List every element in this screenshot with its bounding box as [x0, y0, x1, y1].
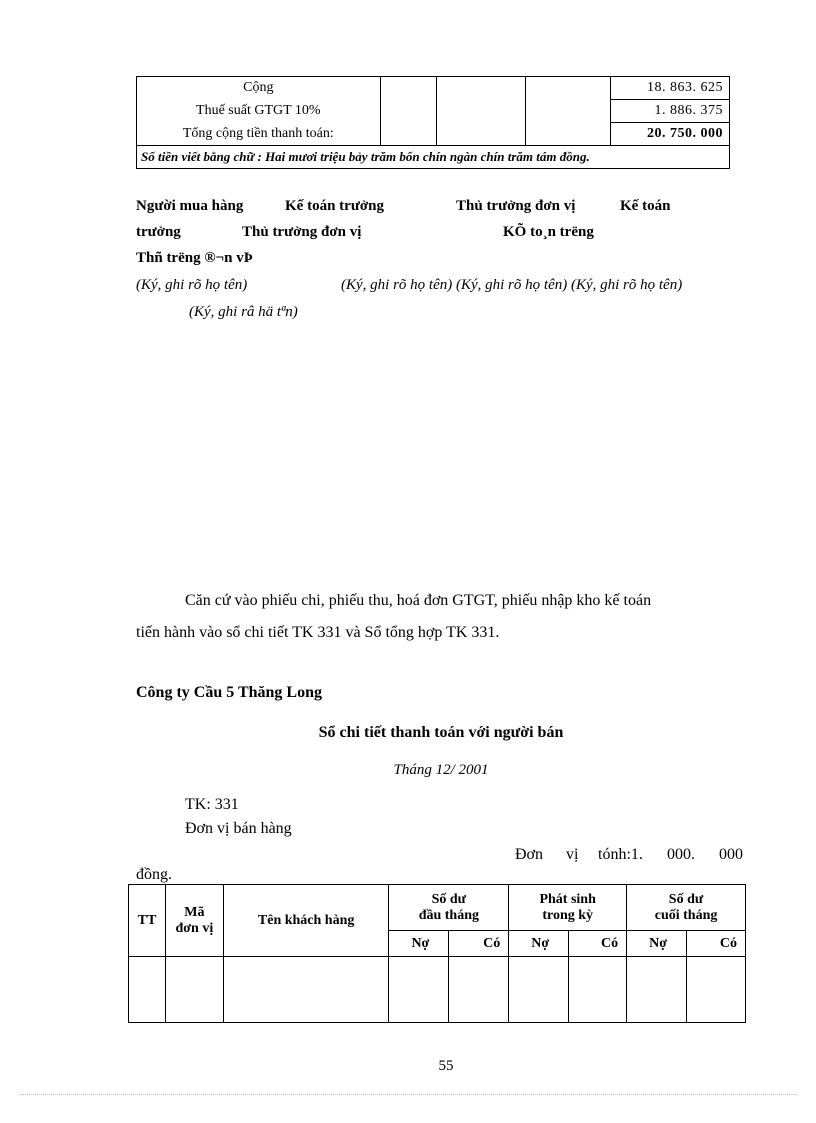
page-number: 55: [438, 1058, 454, 1074]
opening-debit: Nợ: [389, 931, 449, 957]
sign-note-2: (Ký, ghi rõ họ tên) (Ký, ghi rõ họ tên) (Ký, ghi rõ họ tên): [341, 277, 683, 293]
period-credit: Có: [569, 931, 627, 957]
ledger-title: Sổ chi tiết thanh toán với người bán: [318, 724, 564, 741]
subtotal-label: Cộng: [137, 77, 381, 100]
vat-amount: 1. 886. 375: [611, 100, 730, 123]
closing-debit: Nợ: [627, 931, 687, 957]
vat-label: Thuế suất GTGT 10%: [137, 100, 381, 123]
col-unit-code: Mã đơn vị: [165, 885, 223, 957]
paragraph-line-1: Căn cứ vào phiếu chi, phiếu thu, hoá đơn GTGT, phiếu nhập kho kế toán: [185, 592, 652, 609]
signer-line2-a: trưởng: [136, 224, 181, 240]
page-bottom-divider: [20, 1094, 796, 1095]
sign-note-3: (Ký, ghi râ hä tªn): [189, 304, 298, 320]
amount-in-words: Số tiền viết bằng chữ : Hai mươi triệu bảy trăm bốn chín ngàn chín trăm tám đồng.: [137, 146, 730, 169]
unit-note-end: đồng.: [136, 866, 172, 883]
account-code: TK: 331: [185, 796, 239, 813]
subtotal-amount: 18. 863. 625: [611, 77, 730, 100]
signer-head-of-unit: Thủ trưởng đơn vị: [456, 198, 576, 214]
signer-accountant: Kế toán: [620, 198, 671, 214]
col-customer-name: Tên khách hàng: [223, 885, 389, 957]
closing-credit: Có: [687, 931, 746, 957]
opening-credit: Có: [449, 931, 509, 957]
total-label: Tổng cộng tiền thanh toán:: [137, 123, 381, 146]
period-debit: Nợ: [509, 931, 569, 957]
col-closing-balance: Số dư cuối tháng: [627, 885, 746, 931]
signer-line2-c: KÕ to¸n trëng: [503, 224, 594, 240]
invoice-row-words: [137, 146, 730, 169]
ledger-table: [128, 884, 746, 1023]
invoice-summary-table: [136, 76, 730, 169]
signer-chief-accountant: Kế toán trưởng: [285, 198, 384, 214]
signer-buyer: Người mua hàng: [136, 198, 244, 214]
unit-note-b: vị: [566, 846, 579, 863]
unit-note-d: 000.: [667, 846, 695, 863]
paragraph-line-2: tiến hành vào sổ chi tiết TK 331 và Sổ tổng hợp TK 331.: [136, 624, 500, 641]
col-tt: TT: [129, 885, 166, 957]
unit-note-c: tónh:1.: [598, 846, 643, 863]
invoice-row-subtotal: [137, 77, 730, 100]
total-amount: 20. 750. 000: [611, 123, 730, 146]
company-name: Công ty Cầu 5 Thăng Long: [136, 684, 322, 701]
ledger-body-row: [129, 957, 746, 1023]
sign-note-1: (Ký, ghi rõ họ tên): [136, 277, 248, 293]
signer-line2-b: Thủ trưởng đơn vị: [242, 224, 362, 240]
ledger-month: Tháng 12/ 2001: [393, 762, 489, 778]
ledger-header-row: [129, 885, 746, 931]
col-period-activity: Phát sinh trong kỳ: [509, 885, 627, 931]
seller-unit-label: Đơn vị bán hàng: [185, 820, 292, 837]
signer-line3: Thñ trëng ®¬n vÞ: [136, 250, 253, 266]
unit-note-e: 000: [719, 846, 743, 863]
unit-note-a: Đơn: [515, 846, 544, 863]
col-opening-balance: Số dư đầu tháng: [389, 885, 509, 931]
